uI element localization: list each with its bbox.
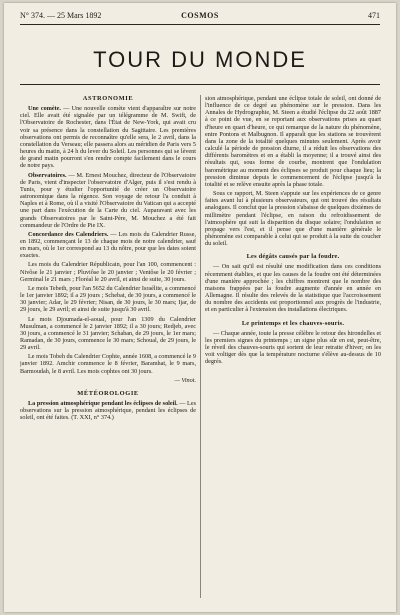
paragraph: Le mois Tobeh du Calendrier Cophte, année 1608, a commencé le 9 janvier 1892. Amchir commence le 8 février, Baramhat, le 9 mars, Barmoudah, le 8 avril. Les mois cophtes ont 30 jours. bbox=[20, 353, 196, 375]
right-column bbox=[205, 95, 381, 604]
running-header bbox=[20, 9, 380, 23]
article-observatoires bbox=[20, 172, 196, 229]
header-rule bbox=[20, 24, 380, 25]
article-body: — M. Ernest Mouchez, directeur de l'Observatoire de Paris, vient d'inspecter l'observatoire d'Alger, puis il s'est rendu à Tunis, pour y étudier l'opportunité de créer un Observatoire astronomique dans la régence. Son voyage de retour l'a conduit à Naples et à Rome, où il a visité l'Observatoire du Vatican qui a accepté une part dans l'exécution de la Carte du ciel. Auparavant avec les grands Observatoires par le Saint-Père, M. Mouchez a été fait commandeur de l'Ordre de Pie IX. bbox=[20, 171, 196, 229]
title-rule bbox=[20, 84, 380, 85]
section-heading-astronomie: ASTRONOMIE bbox=[82, 95, 134, 102]
paragraph: — Chaque année, toute la presse célèbre le retour des hirondelles et les premiers signes du printemps ; un signe plus sûr en est, peut-être, le réveil des chauves-souris qui sortent de leur retraite d'hiver; on les voit voltiger dès que la température nocturne s'élève au-dessus de 10 degrés. bbox=[205, 329, 381, 366]
article-body: — Les observations sur la pression atmosphérique, pendant les éclipses de soleil, ont été faites. (T. XXI, n° 374.) bbox=[20, 400, 196, 422]
left-column bbox=[20, 95, 196, 604]
article-lead: Concordance des Calendriers. bbox=[28, 230, 109, 238]
paragraph: Le mois Tebeth, pour l'an 5652 du Calendrier Israélite, a commencé le 1er janvier 1892; il a 29 jours ; Schebat, de 30 jours, a commencé le 30 janvier; Adar, le 29 février; Nisan, de 30 jours, le 30 mars; Ijar, de 29 jours, le 29 avril; et ainsi de suite jusqu'à 30 avril. bbox=[20, 284, 196, 314]
column-divider bbox=[200, 95, 201, 598]
article-comete bbox=[20, 105, 196, 169]
section-heading-meteorologie: MÉTÉOROLOGIE bbox=[77, 389, 139, 397]
section-heading-printemps: Le printemps et les chauves-souris. bbox=[241, 319, 345, 327]
paragraph: Sous ce rapport, M. Steen s'appuie sur les expériences de ce genre faites avant lui à plusieurs observateurs, qui ont trouvé des résultats analogues. Il conclut que la pression s'abaisse de quelques dixièmes de millimètre pendant l'éclipse, en raison du refroidissement de l'atmosphère qui suit la disparition du disque solaire; l'ondulation se propage vers l'est, et il pense que d'une manière générale le phénomène est comparable à celui qui se produit à la suite du coucher du soleil. bbox=[205, 190, 381, 248]
magazine-page bbox=[4, 3, 396, 612]
article-pression bbox=[20, 400, 196, 421]
section-heading-foudre: Les dégâts causés par la foudre. bbox=[246, 253, 340, 261]
paragraph: sion atmosphérique, pendant une éclipse totale de soleil, ont donné de l'influence de ce degré au phénomène sur le pression. Dans les Annales de Hydrographie, M. Steen a étudié l'éclipse du 22 août 1887 à ce point de vue, en se reportant aux observations prises au quart d'heure en quart d'heure, ce qui remarque de la nature du phénomène, entre Pontons et Malbugnon. Il apparaît que les stations se trouvèrent dans la zone de la totalité quelques minutes seulement. Après avoir calculé la période de pression diurne, il a réduit les observations des différents baromètres et en a établi la moyenne; il a trouvé ainsi des résultats qui, sous forme de courbe, montrent que l'ondulation barométrique au moment des éclipses se produit pour chaque lieu; la pression diminue depuis le commencement de l'éclipse jusqu'à la totalité et se relève ensuite après la phase totale. bbox=[205, 95, 381, 188]
article-calendriers bbox=[20, 231, 196, 260]
paragraph: Les mois du Calendrier Républicain, pour l'an 100, commencent : Nivôse le 21 janvier ; Pluviôse le 20 janvier ; Ventôse le 20 février ; Germinal le 21 mars ; Floréal le 20 avril, et ainsi de suite, 30 jours. bbox=[20, 261, 196, 283]
article-body: — Les mois du Calendrier Russe, en 1892, commençant le 13 de chaque mois de notre calendrier, sauf en mars, où le 1er correspond au 13 du nôtre, pour que les dates soient exactes. bbox=[20, 230, 196, 260]
page-title: TOUR DU MONDE bbox=[93, 47, 307, 72]
page-number: 471 bbox=[368, 11, 380, 20]
article-lead: La pression atmosphérique pendant les éclipses de soleil. bbox=[28, 400, 178, 408]
article-lead: Une comète. bbox=[28, 105, 61, 113]
paragraph: Le mois Djoumada-el-aoual, pour l'an 1309 du Calendrier Musulman, a commencé le 2 janvier 1892; il a 30 jours; Redjeb, avec 30 jours, a commencé le 31 janvier; Schaban, de 29 jours, le 1er mars; Ramadan, de 30 jours, commence le 30 mars; Schoual, de 29 jours, le 29 avril. bbox=[20, 315, 196, 352]
article-body: — Une nouvelle comète vient d'apparaître sur notre ciel. Elle avait été signalée par un télégramme de M. Swift, de l'Observatoire de Rochester, dans l'État de New-York, qui avait cru voir sa présence dans la constellation du Sagittaire. Les premières observations ont permis de reconnaître qu'elle sera, le 2 avril, dans la constellation du Verseau; elle passera alors au méridien de Paris vers 5 heures du matin, à 24 h du lever du Soleil. Les personnes qui se lèvent de grand matin pourront s'en rendre compte facilement dans le cours de notre pays. bbox=[20, 105, 196, 170]
article-lead: Observatoires. bbox=[28, 171, 67, 179]
paragraph: — On sait qu'il est résulté une modification dans ces conditions récemment établies, et que les causes de la foudre ont été déterminées d'une manière approchée ; les chiffres montrent que le nombre des maisons frappées par la foudre augmente d'année en année en Allemagne. Il résulte des relevés de la statistique que l'accroissement du nombre des accidents est proportionnel aux progrès de l'industrie, et en particulier à l'extension des installations électriques. bbox=[205, 263, 381, 314]
journal-name: COSMOS bbox=[181, 11, 219, 20]
author-signature: — Vinot. bbox=[174, 376, 196, 384]
issue-number: N° 374. — 25 Mars 1892 bbox=[20, 11, 102, 20]
